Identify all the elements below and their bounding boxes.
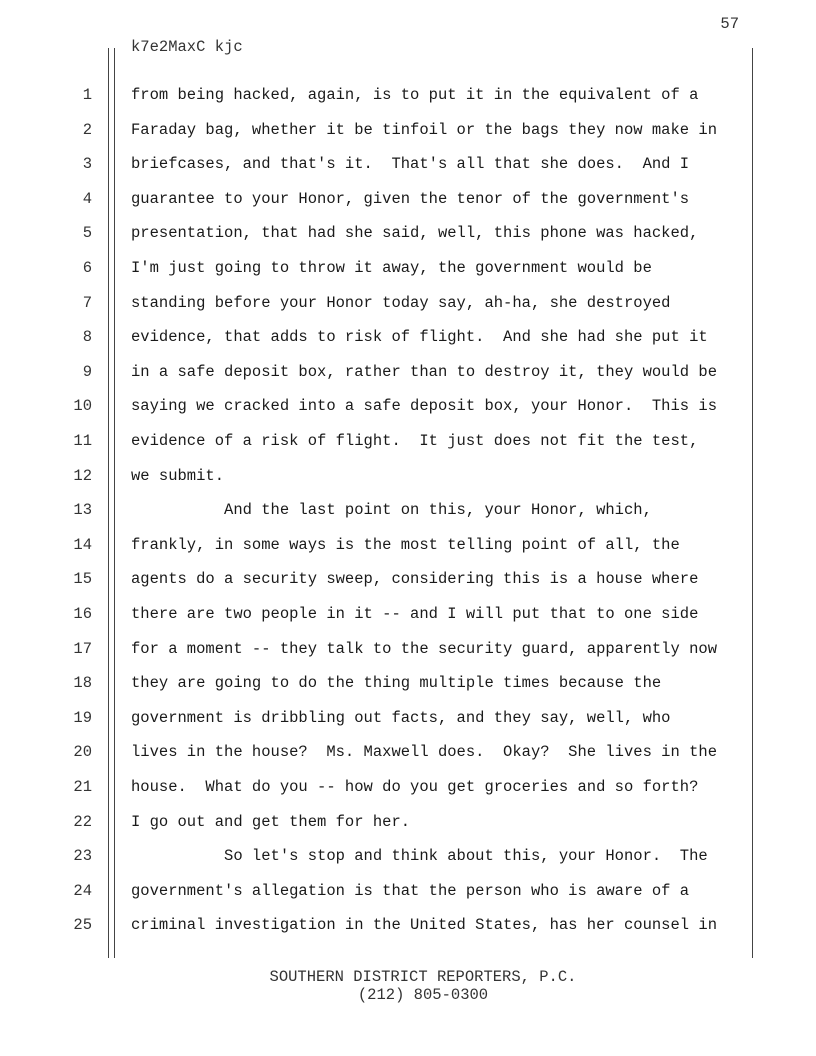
line-text: guarantee to your Honor, given the tenor of the government's (131, 189, 690, 208)
line-text: government's allegation is that the person who is aware of a (131, 881, 690, 900)
footer (0, 968, 816, 1004)
line-number: 5 (82, 224, 92, 243)
transcript-line (0, 84, 816, 106)
line-text: And the last point on this, your Honor, which, (131, 501, 652, 520)
transcript-line (0, 672, 816, 694)
line-text: Faraday bag, whether it be tinfoil or the bags they now make in (131, 120, 717, 139)
line-number: 6 (82, 259, 92, 277)
line-text: I go out and get them for her. (131, 812, 411, 831)
line-text: evidence, that adds to risk of flight. And she had she put it (131, 328, 708, 347)
line-text: lives in the house? Ms. Maxwell does. Okay? She lives in the (131, 743, 717, 762)
line-number: 1 (82, 86, 92, 104)
line-text: frankly, in some ways is the most telling point of all, the (131, 535, 680, 554)
transcript-line (0, 776, 816, 798)
line-number: 16 (73, 605, 92, 623)
transcript-line (0, 188, 816, 210)
line-number: 11 (73, 432, 92, 450)
transcript-line (0, 465, 816, 487)
line-number: 15 (73, 570, 92, 589)
transcript-line (0, 292, 816, 314)
line-text: house. What do you -- how do you get groceries and so forth? (131, 778, 699, 796)
line-number: 2 (82, 120, 92, 139)
line-number: 7 (82, 293, 92, 312)
transcript-line (0, 257, 816, 279)
line-number: 8 (82, 328, 92, 347)
transcript-line (0, 707, 816, 729)
transcript-line (0, 326, 816, 348)
footer-phone: (212) 805-0300 (357, 986, 489, 1004)
transcript-line (0, 430, 816, 452)
transcript-line (0, 499, 816, 521)
transcript-line (0, 534, 816, 556)
line-number: 22 (73, 812, 92, 831)
transcript-line (0, 811, 816, 833)
line-number: 17 (73, 639, 92, 658)
line-number: 4 (82, 189, 92, 208)
line-text: I'm just going to throw it away, the government would be (131, 259, 652, 277)
transcript-line (0, 914, 816, 936)
line-text: evidence of a risk of flight. It just does not fit the test, (131, 432, 699, 450)
footer-reporter-name: SOUTHERN DISTRICT REPORTERS, P.C. (269, 968, 577, 986)
line-number: 19 (73, 708, 92, 727)
line-number: 13 (73, 501, 92, 520)
line-text: criminal investigation in the United States, has her counsel in (131, 916, 717, 935)
page-number: 57 (720, 15, 739, 33)
line-number: 12 (73, 466, 92, 485)
transcript-line (0, 638, 816, 660)
transcript-line (0, 361, 816, 383)
line-number: 14 (73, 535, 92, 554)
line-text: briefcases, and that's it. That's all that she does. And I (131, 155, 690, 174)
line-number: 21 (73, 778, 92, 796)
line-number: 3 (82, 155, 92, 174)
line-text: there are two people in it -- and I will put that to one side (131, 605, 699, 623)
line-number: 25 (73, 916, 92, 935)
transcript-line (0, 153, 816, 175)
line-number: 10 (73, 397, 92, 416)
line-number: 9 (82, 362, 92, 381)
line-text: So let's stop and think about this, your Honor. The (131, 847, 708, 866)
line-text: we submit. (131, 466, 225, 485)
line-number: 23 (73, 847, 92, 866)
line-text: standing before your Honor today say, ah-ha, she destroyed (131, 293, 671, 312)
line-text: they are going to do the thing multiple times because the (131, 674, 662, 693)
line-text: government is dribbling out facts, and they say, well, who (131, 708, 671, 727)
transcript-line (0, 119, 816, 141)
line-text: presentation, that had she said, well, this phone was hacked, (131, 224, 699, 243)
transcript-line (0, 845, 816, 867)
header-code: k7e2MaxC kjc (131, 38, 243, 56)
line-number: 18 (73, 674, 92, 693)
line-text: for a moment -- they talk to the security guard, apparently now (131, 639, 717, 658)
transcript-line (0, 880, 816, 902)
line-text: from being hacked, again, is to put it in the equivalent of a (131, 86, 699, 104)
transcript-line (0, 603, 816, 625)
line-text: in a safe deposit box, rather than to destroy it, they would be (131, 362, 717, 381)
line-text: saying we cracked into a safe deposit box, your Honor. This is (131, 397, 717, 416)
transcript-line (0, 568, 816, 590)
line-text: agents do a security sweep, considering this is a house where (131, 570, 699, 589)
line-number: 24 (73, 881, 92, 900)
line-number: 20 (73, 743, 92, 762)
transcript-line (0, 395, 816, 417)
transcript-line (0, 741, 816, 763)
transcript-line (0, 222, 816, 244)
